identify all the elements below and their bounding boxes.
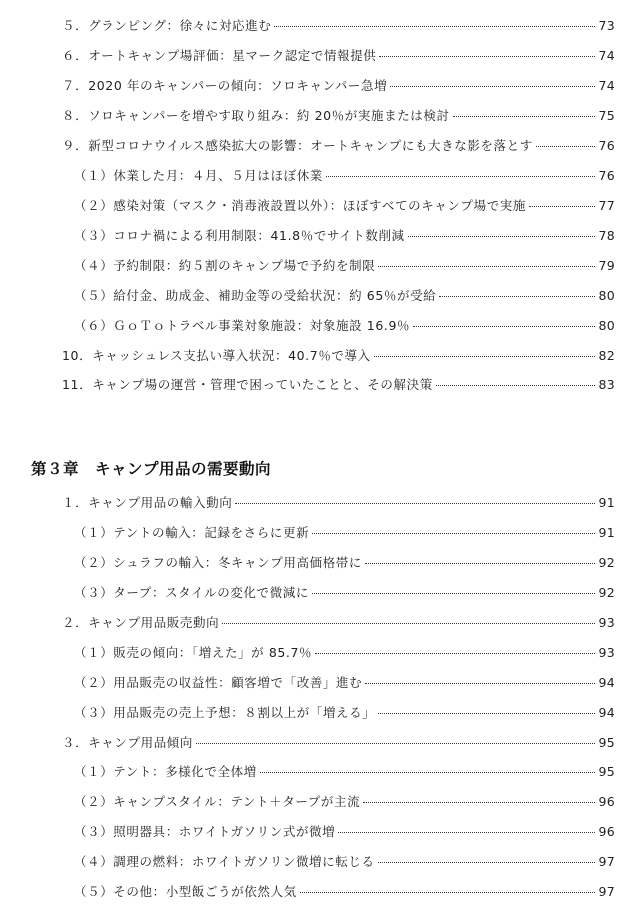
toc-entry bbox=[74, 705, 615, 721]
toc-entry-page: 97 bbox=[598, 884, 615, 899]
toc-entry-page: 78 bbox=[598, 228, 615, 243]
toc-entry-page: 82 bbox=[598, 348, 615, 363]
toc-entry-page: 74 bbox=[598, 78, 615, 93]
toc-leader bbox=[378, 713, 595, 714]
toc-leader bbox=[363, 802, 595, 803]
toc-leader bbox=[453, 116, 596, 117]
toc-leader bbox=[300, 892, 596, 893]
toc-entry-page: 83 bbox=[598, 377, 615, 392]
toc-entry-title: ７．2020 年のキャンパーの傾向：ソロキャンパー急増 bbox=[62, 78, 388, 93]
toc-leader bbox=[413, 326, 595, 327]
toc-entry-page: 73 bbox=[598, 18, 615, 33]
toc-entry bbox=[62, 18, 615, 34]
toc-entry-title: （３）照明器具：ホワイトガソリン式が微増 bbox=[74, 824, 336, 839]
toc-entry-page: 94 bbox=[598, 675, 615, 690]
toc-leader bbox=[378, 862, 596, 863]
toc-leader bbox=[235, 503, 595, 504]
toc-entry bbox=[74, 198, 615, 214]
toc-entry-page: 76 bbox=[598, 138, 615, 153]
toc-entry-page: 93 bbox=[598, 645, 615, 660]
toc-entry bbox=[74, 675, 615, 691]
toc-entry-page: 95 bbox=[598, 735, 615, 750]
toc-entry bbox=[62, 377, 615, 393]
toc-entry-page: 94 bbox=[598, 705, 615, 720]
toc-entry bbox=[74, 525, 615, 541]
toc-entry bbox=[62, 138, 615, 154]
toc-entry bbox=[74, 764, 615, 780]
toc-entry-page: 93 bbox=[598, 615, 615, 630]
toc-entry bbox=[74, 585, 615, 601]
toc-entry-page: 91 bbox=[598, 525, 615, 540]
toc-leader bbox=[312, 533, 595, 534]
toc-entry-title: （２）シュラフの輸入：冬キャンプ用高価格帯に bbox=[74, 555, 362, 570]
toc-leader bbox=[365, 563, 596, 564]
toc-entry bbox=[62, 615, 615, 631]
toc-leader bbox=[260, 772, 596, 773]
toc-leader bbox=[315, 653, 595, 654]
toc-entry-title: ２．キャンプ用品販売動向 bbox=[62, 615, 220, 630]
toc-entry-title: （１）休業した月：４月、５月はほぼ休業 bbox=[74, 168, 323, 183]
toc-leader bbox=[365, 683, 595, 684]
toc-entry-title: （２）感染対策（マスク・消毒液設置以外）：ほぼすべてのキャンプ場で実施 bbox=[74, 198, 527, 213]
toc-leader bbox=[222, 623, 595, 624]
toc-entry-title: （４）調理の燃料：ホワイトガソリン微増に転じる bbox=[74, 854, 375, 869]
toc-entry bbox=[62, 78, 615, 94]
toc-entry-page: 80 bbox=[598, 288, 615, 303]
toc-entry bbox=[74, 258, 615, 274]
toc-entry-title: （１）販売の傾向：「増えた」が 85.7％ bbox=[74, 645, 313, 660]
toc-entry-title: 11．キャンプ場の運営・管理で困っていたことと、その解決策 bbox=[62, 377, 433, 392]
toc-entry-page: 96 bbox=[598, 794, 615, 809]
toc-entry-page: 79 bbox=[598, 258, 615, 273]
toc-entry-title: １．キャンプ用品の輸入動向 bbox=[62, 495, 233, 510]
toc-entry-title: （２）用品販売の収益性：顧客増で「改善」進む bbox=[74, 675, 363, 690]
toc-entry bbox=[62, 495, 615, 511]
toc-entry-page: 97 bbox=[598, 854, 615, 869]
toc-leader bbox=[312, 593, 596, 594]
toc-entry bbox=[74, 318, 615, 334]
toc-entry-title: （４）予約制限：約５割のキャンプ場で予約を制限 bbox=[74, 258, 376, 273]
toc-entry-title: 10．キャッシュレス支払い導入状況：40.7％で導入 bbox=[62, 348, 371, 363]
toc-entry-title: （５）その他：小型飯ごうが依然人気 bbox=[74, 884, 297, 899]
toc-entry-title: （２）キャンプスタイル：テント＋タープが主流 bbox=[74, 794, 361, 809]
toc-entry bbox=[74, 824, 615, 840]
toc-entry-page: 75 bbox=[598, 108, 615, 123]
toc-entry bbox=[62, 735, 615, 751]
toc-entry bbox=[62, 48, 615, 64]
toc-entry-title: ５．グランピング：徐々に対応進む bbox=[62, 18, 272, 33]
toc-entry-page: 80 bbox=[598, 318, 615, 333]
toc-entry-title: （３）用品販売の売上予想：８割以上が「増える」 bbox=[74, 705, 376, 720]
toc-leader bbox=[196, 743, 595, 744]
toc-entry bbox=[74, 794, 615, 810]
toc-entry-title: （３）タープ：スタイルの変化で微減に bbox=[74, 585, 309, 600]
toc-leader bbox=[436, 385, 596, 386]
toc-entry-title: （６）ＧｏＴｏトラベル事業対象施設：対象施設 16.9％ bbox=[74, 318, 411, 333]
toc-entry bbox=[74, 555, 615, 571]
toc-entry-page: 92 bbox=[598, 555, 615, 570]
chapter-title: キャンプ用品の需要動向 bbox=[95, 460, 272, 478]
toc-leader bbox=[536, 146, 596, 147]
toc-leader bbox=[529, 206, 595, 207]
toc-leader bbox=[274, 26, 595, 27]
toc-entry-title: （３）コロナ禍による利用制限：41.8％でサイト数削減 bbox=[74, 228, 405, 243]
toc-entry-title: ３．キャンプ用品傾向 bbox=[62, 735, 194, 750]
toc-leader bbox=[374, 356, 596, 357]
toc-entry-page: 74 bbox=[598, 48, 615, 63]
toc-entry-page: 92 bbox=[598, 585, 615, 600]
toc-entry-title: （１）テントの輸入：記録をさらに更新 bbox=[74, 525, 310, 540]
toc-leader bbox=[379, 56, 595, 57]
toc-leader bbox=[390, 86, 595, 87]
toc-entry-title: （５）給付金、助成金、補助金等の受給状況：約 65％が受給 bbox=[74, 288, 437, 303]
chapter-number: 第３章 bbox=[31, 460, 80, 478]
toc-entry bbox=[74, 645, 615, 661]
toc-entry bbox=[62, 348, 615, 364]
toc-entry-title: （１）テント：多様化で全体増 bbox=[74, 764, 257, 779]
toc-entry-page: 96 bbox=[598, 824, 615, 839]
toc-entry-page: 95 bbox=[598, 764, 615, 779]
toc-entry-page: 76 bbox=[598, 168, 615, 183]
toc-leader bbox=[439, 296, 595, 297]
toc-leader bbox=[338, 832, 595, 833]
toc-entry bbox=[62, 108, 615, 124]
toc-entry-title: ６．オートキャンプ場評価：星マーク認定で情報提供 bbox=[62, 48, 377, 63]
toc-entry-page: 91 bbox=[598, 495, 615, 510]
toc-entry-page: 77 bbox=[598, 198, 615, 213]
toc-entry bbox=[74, 168, 615, 184]
toc-leader bbox=[326, 176, 596, 177]
toc-leader bbox=[378, 266, 595, 267]
toc-entry-title: ９．新型コロナウイルス感染拡大の影響：オートキャンプにも大きな影を落とす bbox=[62, 138, 533, 153]
chapter-heading bbox=[31, 457, 271, 479]
toc-entry bbox=[74, 884, 615, 900]
toc-entry bbox=[74, 228, 615, 244]
toc-entry-title: ８．ソロキャンパーを増やす取り組み：約 20％が実施または検討 bbox=[62, 108, 450, 123]
toc-entry bbox=[74, 854, 615, 870]
toc-entry bbox=[74, 288, 615, 304]
toc-leader bbox=[408, 236, 596, 237]
